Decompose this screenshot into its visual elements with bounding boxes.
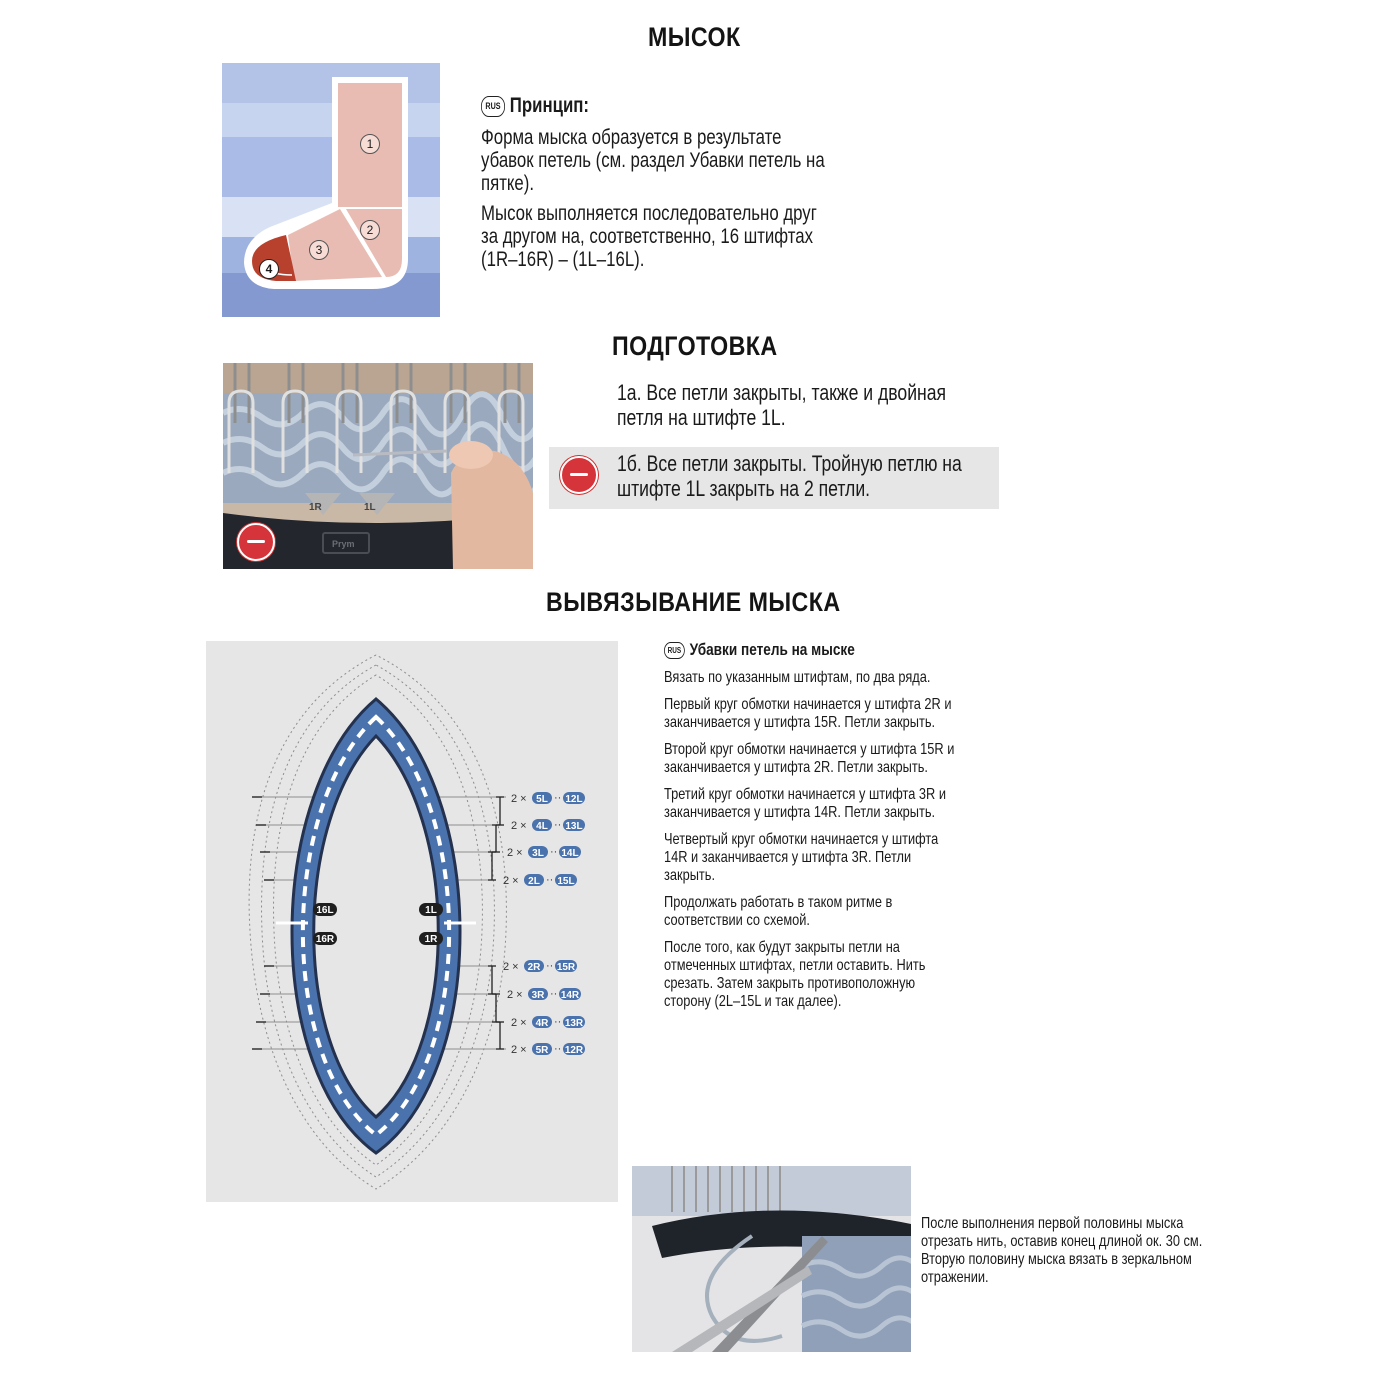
- repeat-row: [511, 819, 585, 832]
- minus-icon: [237, 523, 275, 561]
- svg-text:14R: 14R: [560, 990, 580, 1001]
- pin-label-1R: 1R: [309, 502, 322, 513]
- prep-title: ПОДГОТОВКА: [612, 331, 778, 361]
- svg-text:4R: 4R: [535, 1018, 549, 1029]
- svg-text:··: ··: [550, 846, 558, 858]
- decrease-heading: [664, 640, 960, 660]
- sock-number-4: 4: [259, 259, 279, 279]
- svg-text:5L: 5L: [536, 794, 548, 805]
- repeat-row: [511, 792, 585, 805]
- repeat-row: [511, 1043, 585, 1056]
- repeat-row: [507, 846, 581, 859]
- svg-text:14L: 14L: [561, 848, 579, 859]
- svg-text:··: ··: [554, 819, 562, 831]
- svg-text:··: ··: [546, 874, 554, 886]
- svg-text:13L: 13L: [565, 821, 583, 832]
- decrease-text-1: Вязать по указанным штифтам, по два ряда.: [664, 669, 931, 686]
- decrease-text-7: После того, как будут закрыты петли на отмеченных штифтах, петли оставить. Нить срезать. Затем закрыть противоположную сторону (2L–15L и так далее).: [664, 939, 926, 1010]
- svg-text:2R: 2R: [527, 962, 541, 973]
- principle-text-1: Форма мыска образуется в результате убавок петель (см. раздел Убавки петель на пятке).: [481, 126, 825, 195]
- decrease-section: [664, 640, 960, 1020]
- svg-text:2 ×: 2 ×: [507, 989, 523, 1001]
- cutting-photo: [632, 1166, 911, 1352]
- svg-text:12L: 12L: [565, 794, 583, 805]
- repeat-row: [503, 960, 577, 973]
- pin-16R: 16R: [315, 934, 335, 945]
- svg-text:··: ··: [554, 792, 562, 804]
- sock-illustration: [222, 63, 440, 317]
- prep-step-a: 1а. Все петли закрыты, также и двойная петля на штифте 1L.: [617, 380, 947, 430]
- decrease-text-2: Первый круг обмотки начинается у штифта 2R и заканчивается у штифта 15R. Петли закрыть.: [664, 696, 952, 731]
- sock-number-3: 3: [309, 240, 329, 260]
- svg-text:2 ×: 2 ×: [511, 1017, 527, 1029]
- svg-text:5R: 5R: [535, 1045, 549, 1056]
- repeat-row: [511, 1016, 585, 1029]
- decrease-text-6: Продолжать работать в таком ритме в соответствии со схемой.: [664, 894, 893, 929]
- pin-16L: 16L: [316, 905, 334, 916]
- svg-text:3L: 3L: [532, 848, 544, 859]
- principle-text-2: Мысок выполняется последовательно друг за другом на, соответственно, 16 штифтах (1R–16R) – (1L–16L).: [481, 202, 817, 271]
- principle-title: Принцип:: [509, 94, 590, 117]
- toe-title: МЫСОК: [648, 22, 741, 52]
- decrease-title: Убавки петель на мыске: [689, 640, 855, 659]
- principle-heading: [481, 94, 849, 118]
- sock-number-1: 1: [360, 134, 380, 154]
- decrease-text-3: Второй круг обмотки начинается у штифта 15R и заканчивается у штифта 2R. Петли закрыть.: [664, 741, 955, 776]
- finish-text: После выполнения первой половины мыска отрезать нить, оставив конец длиной ок. 30 см. Вторую половину мыска вязать в зеркальном отражении.: [921, 1215, 1203, 1286]
- svg-text:15L: 15L: [557, 876, 575, 887]
- svg-text:2 ×: 2 ×: [503, 875, 519, 887]
- svg-text:··: ··: [546, 960, 554, 972]
- svg-text:2 ×: 2 ×: [511, 1044, 527, 1056]
- decrease-text-5: Четвертый круг обмотки начинается у штифта 14R и заканчивается у штифта 3R. Петли закрыть.: [664, 831, 939, 884]
- repeat-row: [507, 988, 581, 1001]
- pin-1L: 1L: [425, 905, 437, 916]
- sock-number-2: 2: [360, 220, 380, 240]
- svg-text:12R: 12R: [564, 1045, 584, 1056]
- repeat-row: [503, 874, 577, 887]
- minus-icon: [560, 456, 598, 494]
- pin-label-1L: 1L: [364, 502, 376, 513]
- svg-text:2 ×: 2 ×: [507, 847, 523, 859]
- brand-logo: Prym: [332, 539, 355, 549]
- principle-block: [481, 94, 941, 118]
- svg-text:2 ×: 2 ×: [503, 961, 519, 973]
- svg-text:3R: 3R: [531, 990, 545, 1001]
- prep-step-b: 1б. Все петли закрыты. Тройную петлю на штифте 1L закрыть на 2 петли.: [617, 451, 962, 501]
- svg-text:15R: 15R: [556, 962, 576, 973]
- rus-badge: RUS: [481, 96, 505, 117]
- svg-text:··: ··: [554, 1016, 562, 1028]
- svg-text:··: ··: [554, 1043, 562, 1055]
- rus-badge: RUS: [664, 642, 685, 659]
- svg-text:13R: 13R: [564, 1018, 584, 1029]
- loom-photo: [223, 363, 533, 569]
- svg-text:2L: 2L: [528, 876, 540, 887]
- loom-diagram: [206, 641, 618, 1202]
- svg-text:··: ··: [550, 988, 558, 1000]
- pin-1R: 1R: [424, 934, 438, 945]
- knit-title: ВЫВЯЗЫВАНИЕ МЫСКА: [546, 587, 841, 617]
- decrease-text-4: Третий круг обмотки начинается у штифта 3R и заканчивается у штифта 14R. Петли закрыть.: [664, 786, 946, 821]
- svg-text:2 ×: 2 ×: [511, 820, 527, 832]
- svg-text:4L: 4L: [536, 821, 548, 832]
- svg-text:2 ×: 2 ×: [511, 793, 527, 805]
